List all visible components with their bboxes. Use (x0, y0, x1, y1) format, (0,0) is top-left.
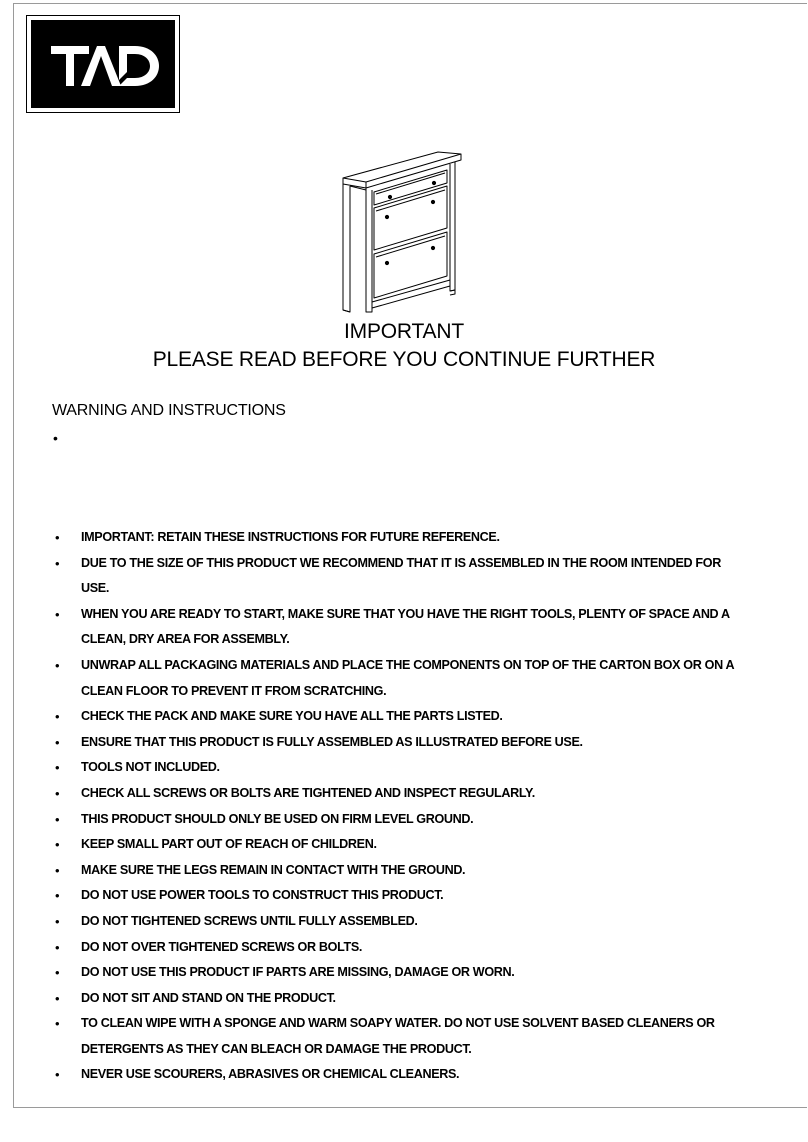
instruction-text: ENSURE THAT THIS PRODUCT IS FULLY ASSEMBLED AS ILLUSTRATED BEFORE USE. (81, 734, 583, 749)
instruction-text: THIS PRODUCT SHOULD ONLY BE USED ON FIRM LEVEL GROUND. (81, 811, 474, 826)
instruction-item (52, 986, 752, 1012)
bullet-icon: • (55, 657, 60, 673)
instruction-item (52, 960, 752, 986)
empty-bullet: • (53, 430, 58, 446)
section-title: WARNING AND INSTRUCTIONS (52, 402, 286, 419)
instruction-item (52, 1062, 752, 1088)
instruction-item (52, 602, 752, 653)
instruction-item (52, 832, 752, 858)
bullet-icon: • (55, 811, 60, 827)
instruction-item (52, 858, 752, 884)
bullet-icon: • (55, 939, 60, 955)
instruction-text: DO NOT TIGHTENED SCREWS UNTIL FULLY ASSEMBLED. (81, 913, 418, 928)
bullet-icon: • (55, 555, 60, 571)
bullet-icon: • (55, 734, 60, 750)
shoe-cabinet-illustration (338, 142, 466, 318)
instruction-text: DUE TO THE SIZE OF THIS PRODUCT WE RECOMMEND THAT IT IS ASSEMBLED IN THE ROOM INTENDED FOR USE. (81, 555, 721, 596)
instruction-text: CHECK THE PACK AND MAKE SURE YOU HAVE ALL THE PARTS LISTED. (81, 709, 503, 724)
instruction-text: NEVER USE SCOURERS, ABRASIVES OR CHEMICAL CLEANERS. (81, 1067, 460, 1082)
bullet-icon: • (55, 1016, 60, 1032)
instruction-text: CHECK ALL SCREWS OR BOLTS ARE TIGHTENED AND INSPECT REGULARLY. (81, 785, 535, 800)
instruction-text: DO NOT SIT AND STAND ON THE PRODUCT. (81, 990, 336, 1005)
instruction-item (52, 909, 752, 935)
instruction-item (52, 883, 752, 909)
bullet-icon: • (55, 862, 60, 878)
instruction-text: MAKE SURE THE LEGS REMAIN IN CONTACT WITH THE GROUND. (81, 862, 466, 877)
heading-important: IMPORTANT (344, 320, 464, 343)
instruction-item (52, 653, 752, 704)
bullet-icon: • (55, 709, 60, 725)
bullet-icon: • (55, 990, 60, 1006)
instruction-text: KEEP SMALL PART OUT OF REACH OF CHILDREN. (81, 837, 377, 852)
instruction-text: TO CLEAN WIPE WITH A SPONGE AND WARM SOAPY WATER. DO NOT USE SOLVENT BASED CLEANERS OR DETERGENTS AS THEY CAN BLEACH OR DAMAGE THE PRODUCT. (81, 1016, 715, 1056)
instruction-text: TOOLS NOT INCLUDED. (81, 760, 220, 775)
instruction-item (52, 730, 752, 756)
instruction-text: DO NOT USE THIS PRODUCT IF PARTS ARE MISSING, DAMAGE OR WORN. (81, 965, 515, 980)
bullet-icon: • (55, 837, 60, 853)
instruction-item (52, 935, 752, 961)
bullet-icon: • (55, 1067, 60, 1083)
instruction-item (52, 1011, 752, 1062)
instruction-text: DO NOT USE POWER TOOLS TO CONSTRUCT THIS PRODUCT. (81, 888, 444, 903)
heading-read-before: PLEASE READ BEFORE YOU CONTINUE FURTHER (152, 348, 656, 371)
bullet-icon: • (55, 785, 60, 801)
instruction-item (52, 755, 752, 781)
bullet-icon: • (55, 760, 60, 776)
instruction-item (52, 781, 752, 807)
bullet-icon: • (55, 606, 60, 622)
brand-logo (27, 16, 179, 112)
bullet-icon: • (55, 888, 60, 904)
instruction-item (52, 525, 752, 551)
instructions-list (52, 525, 752, 1088)
bullet-icon: • (55, 965, 60, 981)
instruction-item (52, 807, 752, 833)
instruction-item (52, 551, 752, 602)
instruction-text: UNWRAP ALL PACKAGING MATERIALS AND PLACE THE COMPONENTS ON TOP OF THE CARTON BOX OR ON A CLEAN FLOOR TO PREVENT IT FROM SCRATCHING. (81, 657, 734, 698)
instruction-text: DO NOT OVER TIGHTENED SCREWS OR BOLTS. (81, 939, 363, 954)
instruction-text: WHEN YOU ARE READY TO START, MAKE SURE THAT YOU HAVE THE RIGHT TOOLS, PLENTY OF SPACE AND A CLEAN, DRY AREA FOR ASSEMBLY. (81, 606, 730, 647)
brand-logo-mark (31, 20, 175, 108)
bullet-icon: • (55, 530, 60, 545)
bullet-icon: • (55, 913, 60, 929)
instruction-text: IMPORTANT: RETAIN THESE INSTRUCTIONS FOR FUTURE REFERENCE. (81, 530, 500, 544)
instruction-item (52, 704, 752, 730)
